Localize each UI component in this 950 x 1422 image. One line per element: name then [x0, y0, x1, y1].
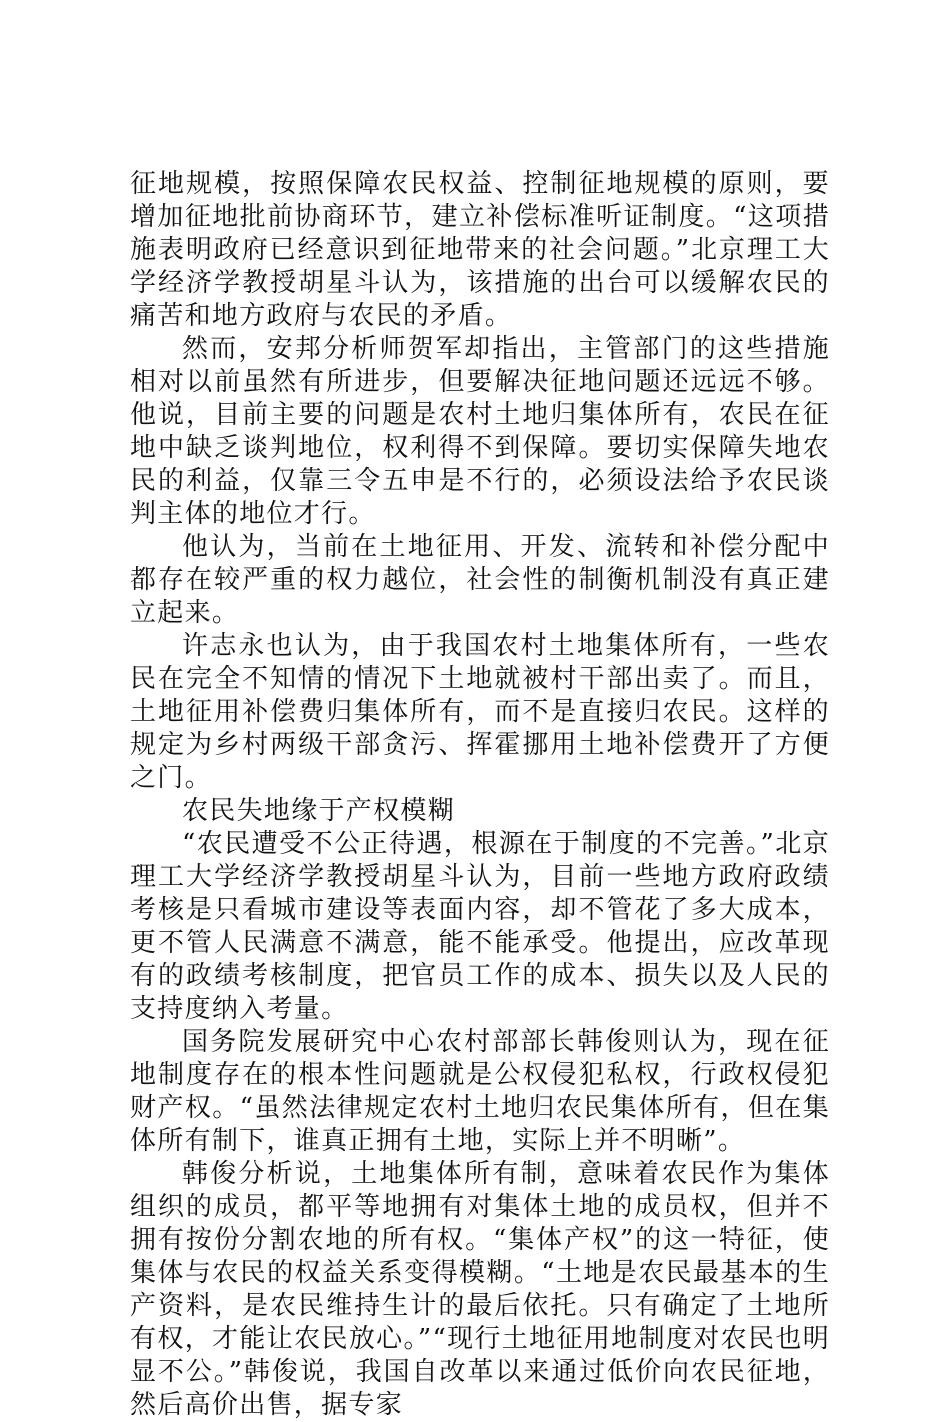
section-heading: 农民失地缘于产权模糊: [182, 796, 456, 826]
paragraph: 国务院发展研究中心农村部部长韩俊则认为，现在征地制度存在的根本性问题就是公权侵犯私权，行政权侵犯财产权。“虽然法律规定农村土地归农民集体所有，但在集体所有制下，谁真正拥有土地，实际上并不明晰”。: [130, 1027, 830, 1156]
paragraph: 然而，安邦分析师贺军却指出，主管部门的这些措施相对以前虽然有所进步，但要解决征地问题还远远不够。他说，目前主要的问题是农村土地归集体所有，农民在征地中缺乏谈判地位，权利得不到保障。要切实保障失地农民的利益，仅靠三令五申是不行的，必须设法给予农民谈判主体的地位才行。: [130, 334, 830, 529]
paragraph: 征地规模，按照保障农民权益、控制征地规模的原则，要增加征地批前协商环节，建立补偿标准听证制度。“这项措施表明政府已经意识到征地带来的社会问题。”北京理工大学经济学教授胡星斗认为，该措施的出台可以缓解农民的痛苦和地方政府与农民的矛盾。: [130, 169, 830, 331]
paragraph: 他认为，当前在土地征用、开发、流转和补偿分配中都存在较严重的权力越位，社会性的制衡机制没有真正建立起来。: [130, 532, 830, 628]
paragraph: “农民遭受不公正待遇，根源在于制度的不完善。”北京理工大学经济学教授胡星斗认为，目前一些地方政府政绩考核是只看城市建设等表面内容，却不管花了多大成本，更不管人民满意不满意，能不能承受。他提出，应改革现有的政绩考核制度，把官员工作的成本、损失以及人民的支持度纳入考量。: [130, 829, 830, 1024]
paragraph: 许志永也认为，由于我国农村土地集体所有，一些农民在完全不知情的情况下土地就被村干部出卖了。而且，土地征用补偿费归集体所有，而不是直接归农民。这样的规定为乡村两级干部贪污、挥霍挪用土地补偿费开了方便之门。: [130, 631, 830, 793]
article-body: [130, 168, 830, 1422]
paragraph: 韩俊分析说，土地集体所有制，意味着农民作为集体组织的成员，都平等地拥有对集体土地的成员权，但并不拥有按份分割农地的所有权。“集体产权”的这一特征，使集体与农民的权益关系变得模糊。“土地是农民最基本的生产资料，是农民维持生计的最后依托。只有确定了土地所有权，才能让农民放心。”“现行土地征用地制度对农民也明显不公。”韩俊说，我国自改革以来通过低价向农民征地，然后高价出售，据专家: [130, 1159, 830, 1420]
